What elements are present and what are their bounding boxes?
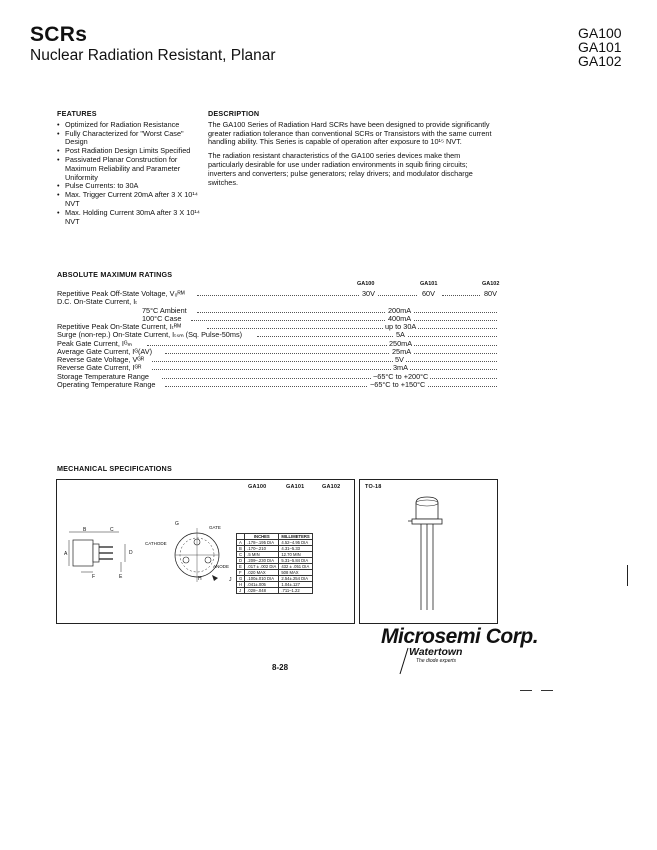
features-list bbox=[57, 121, 207, 227]
box-col-header: GA101 bbox=[286, 484, 305, 490]
dim-label: B bbox=[83, 527, 87, 533]
dim-label: H bbox=[198, 576, 202, 582]
table-cell: E bbox=[237, 564, 245, 570]
dim-label: J bbox=[229, 577, 232, 583]
rating-value: 250mA bbox=[389, 339, 413, 348]
dim-label: C bbox=[110, 527, 114, 533]
rating-row bbox=[57, 298, 497, 306]
rating-value: −65°C to +200°C bbox=[373, 372, 429, 381]
cathode-label: CATHODE bbox=[145, 541, 167, 546]
box-col-header: GA100 bbox=[248, 484, 267, 490]
table-header: MILLIMETERS bbox=[279, 534, 312, 540]
rating-row bbox=[57, 307, 497, 315]
table-cell: .711–1.22 bbox=[279, 588, 312, 594]
anode-label: ANODE bbox=[213, 564, 230, 569]
part-number: GA102 bbox=[578, 53, 622, 69]
feature-item: • Max. Holding Current 30mA after 3 X 10¹⁴ NVT bbox=[57, 209, 207, 227]
table-cell: .170–.210 bbox=[245, 546, 279, 552]
box-col-header: GA102 bbox=[322, 484, 341, 490]
rating-row bbox=[57, 364, 497, 372]
dim-label: F bbox=[92, 574, 96, 580]
package-box bbox=[359, 479, 498, 624]
rating-label: Operating Temperature Range bbox=[57, 380, 156, 389]
features-section bbox=[57, 110, 207, 226]
mechanical-drawing-box bbox=[56, 479, 355, 624]
table-cell: 12.70 MIN bbox=[279, 552, 312, 558]
rating-value: 400mA bbox=[388, 314, 412, 323]
dimension-table bbox=[236, 533, 313, 594]
table-cell: J bbox=[237, 588, 245, 594]
rating-label: 100°C Case bbox=[142, 314, 182, 323]
feature-item: • Pulse Currents: to 30A bbox=[57, 182, 207, 191]
table-cell: 432 ± .051 DIA bbox=[279, 564, 312, 570]
rating-value: −65°C to +150°C bbox=[370, 380, 426, 389]
table-cell: .100±.010 DIA bbox=[245, 576, 279, 582]
table-cell: A bbox=[237, 540, 245, 546]
description-heading: DESCRIPTION bbox=[208, 109, 260, 118]
rating-value: 25mA bbox=[392, 347, 412, 356]
rating-label: Surge (non-rep.) On-State Current, Iₜₛₘ (Sq. Pulse-50ms) bbox=[57, 330, 243, 339]
rating-label: Repetitive Peak Off-State Voltage, V₀ᴿᴹ bbox=[57, 289, 185, 298]
table-cell: .017 ± .002 DIA bbox=[245, 564, 279, 570]
rating-value: 30V bbox=[362, 289, 375, 298]
dim-label: G bbox=[175, 521, 179, 527]
feature-item: • Max. Trigger Current 20mA after 3 X 10¹⁴ NVT bbox=[57, 191, 207, 209]
rating-value: 200mA bbox=[388, 306, 412, 315]
table-row bbox=[237, 564, 313, 570]
table-cell: H bbox=[237, 582, 245, 588]
table-cell: 4.31–5.33 bbox=[279, 546, 312, 552]
table-cell: .209–.230 DIA bbox=[245, 558, 279, 564]
dim-label: A bbox=[64, 551, 68, 557]
feature-item: • Optimized for Radiation Resistance bbox=[57, 121, 207, 130]
part-number: GA100 bbox=[578, 25, 622, 41]
table-cell: B bbox=[237, 546, 245, 552]
rating-label: Storage Temperature Range bbox=[57, 372, 149, 381]
table-cell: .020 MAX bbox=[245, 570, 279, 576]
rating-label: Peak Gate Current, Iᴳₘ bbox=[57, 339, 133, 348]
table-cell: F bbox=[237, 570, 245, 576]
rating-value: up to 30A bbox=[385, 322, 417, 331]
ratings-col-header: GA100 bbox=[357, 281, 375, 287]
table-cell: G bbox=[237, 576, 245, 582]
table-cell: 5.31–5.84 DIA bbox=[279, 558, 312, 564]
table-cell: C bbox=[237, 552, 245, 558]
corner-mark bbox=[520, 690, 532, 691]
part-number: GA101 bbox=[578, 39, 622, 55]
table-cell: .028–.048 bbox=[245, 588, 279, 594]
ratings-heading: ABSOLUTE MAXIMUM RATINGS bbox=[57, 270, 173, 279]
table-cell: .5 MIN bbox=[245, 552, 279, 558]
margin-mark bbox=[627, 565, 628, 586]
table-header: INCHES bbox=[245, 534, 279, 540]
features-heading: FEATURES bbox=[57, 109, 97, 118]
rating-label: 75°C Ambient bbox=[142, 306, 187, 315]
rating-value: 5A bbox=[396, 330, 405, 339]
rating-label: Repetitive Peak On-State Current, Iₜᴿᴹ bbox=[57, 322, 181, 331]
table-cell: D bbox=[237, 558, 245, 564]
description-paragraph: The GA100 Series of Radiation Hard SCRs have been designed to provide significantly greater radiation tolerance than conventional SCRs or Transistors with the same current handling ability. This Series is capable of operation after exposure to 10¹⁵ NVT. bbox=[208, 119, 492, 147]
logo-tagline: The diode experts bbox=[416, 658, 457, 664]
table-cell: .041±.005 bbox=[245, 582, 279, 588]
rating-row bbox=[57, 381, 497, 389]
rating-label: D.C. On-State Current, Iₜ bbox=[57, 297, 138, 306]
corner-mark bbox=[541, 690, 553, 691]
rating-row bbox=[57, 331, 497, 339]
page-number: 8-28 bbox=[272, 663, 289, 672]
table-cell: 508 MAX bbox=[279, 570, 312, 576]
company-logo: Microsemi Corp. bbox=[381, 625, 539, 648]
dim-label: D bbox=[129, 550, 133, 556]
package-label: TO-18 bbox=[365, 484, 382, 490]
rating-value: 80V bbox=[484, 289, 497, 298]
mechanical-heading: MECHANICAL SPECIFICATIONS bbox=[57, 464, 172, 473]
rating-label: Reverse Gate Voltage, Vᴳᴿ bbox=[57, 355, 145, 364]
page-title: SCRs bbox=[30, 23, 88, 46]
rating-value: 60V bbox=[422, 289, 435, 298]
rating-value: 3mA bbox=[393, 363, 409, 372]
rating-label: Reverse Gate Current, Iᴳᴿ bbox=[57, 363, 142, 372]
table-cell: .178–.195 DIA bbox=[245, 540, 279, 546]
logo-location: Watertown bbox=[409, 646, 463, 658]
description-section bbox=[208, 110, 493, 192]
part-number-list bbox=[578, 26, 622, 68]
table-row bbox=[237, 588, 313, 594]
page-subtitle: Nuclear Radiation Resistant, Planar bbox=[30, 47, 276, 64]
ratings-col-header: GA102 bbox=[482, 281, 500, 287]
description-paragraph: The radiation resistant characteristics of the GA100 series devices make them particularly desirable for use under radiation environments in squib firing circuits; inverters and converters; pulse generators; relay drivers; and modulator discharge switches. bbox=[208, 151, 473, 187]
feature-item: • Fully Characterized for "Worst Case" Design bbox=[57, 130, 207, 148]
gate-label: GATE bbox=[209, 525, 221, 530]
table-cell: 1.04±.127 bbox=[279, 582, 312, 588]
ratings-col-header: GA101 bbox=[420, 281, 438, 287]
feature-item: • Passivated Planar Construction for Maximum Reliability and Parameter Uniformity bbox=[57, 156, 207, 182]
bottom-view-drawing bbox=[162, 520, 232, 590]
feature-item: • Post Radiation Design Limits Specified bbox=[57, 147, 207, 156]
table-cell: 4.52–4.95 DIA bbox=[279, 540, 312, 546]
table-cell: 2.54±.254 DIA bbox=[279, 576, 312, 582]
to18-package-drawing bbox=[402, 495, 452, 615]
rating-label: Average Gate Current, Iᴳ(AV) bbox=[57, 347, 153, 356]
dim-label: E bbox=[119, 574, 123, 580]
rating-value: 5V bbox=[395, 355, 404, 364]
